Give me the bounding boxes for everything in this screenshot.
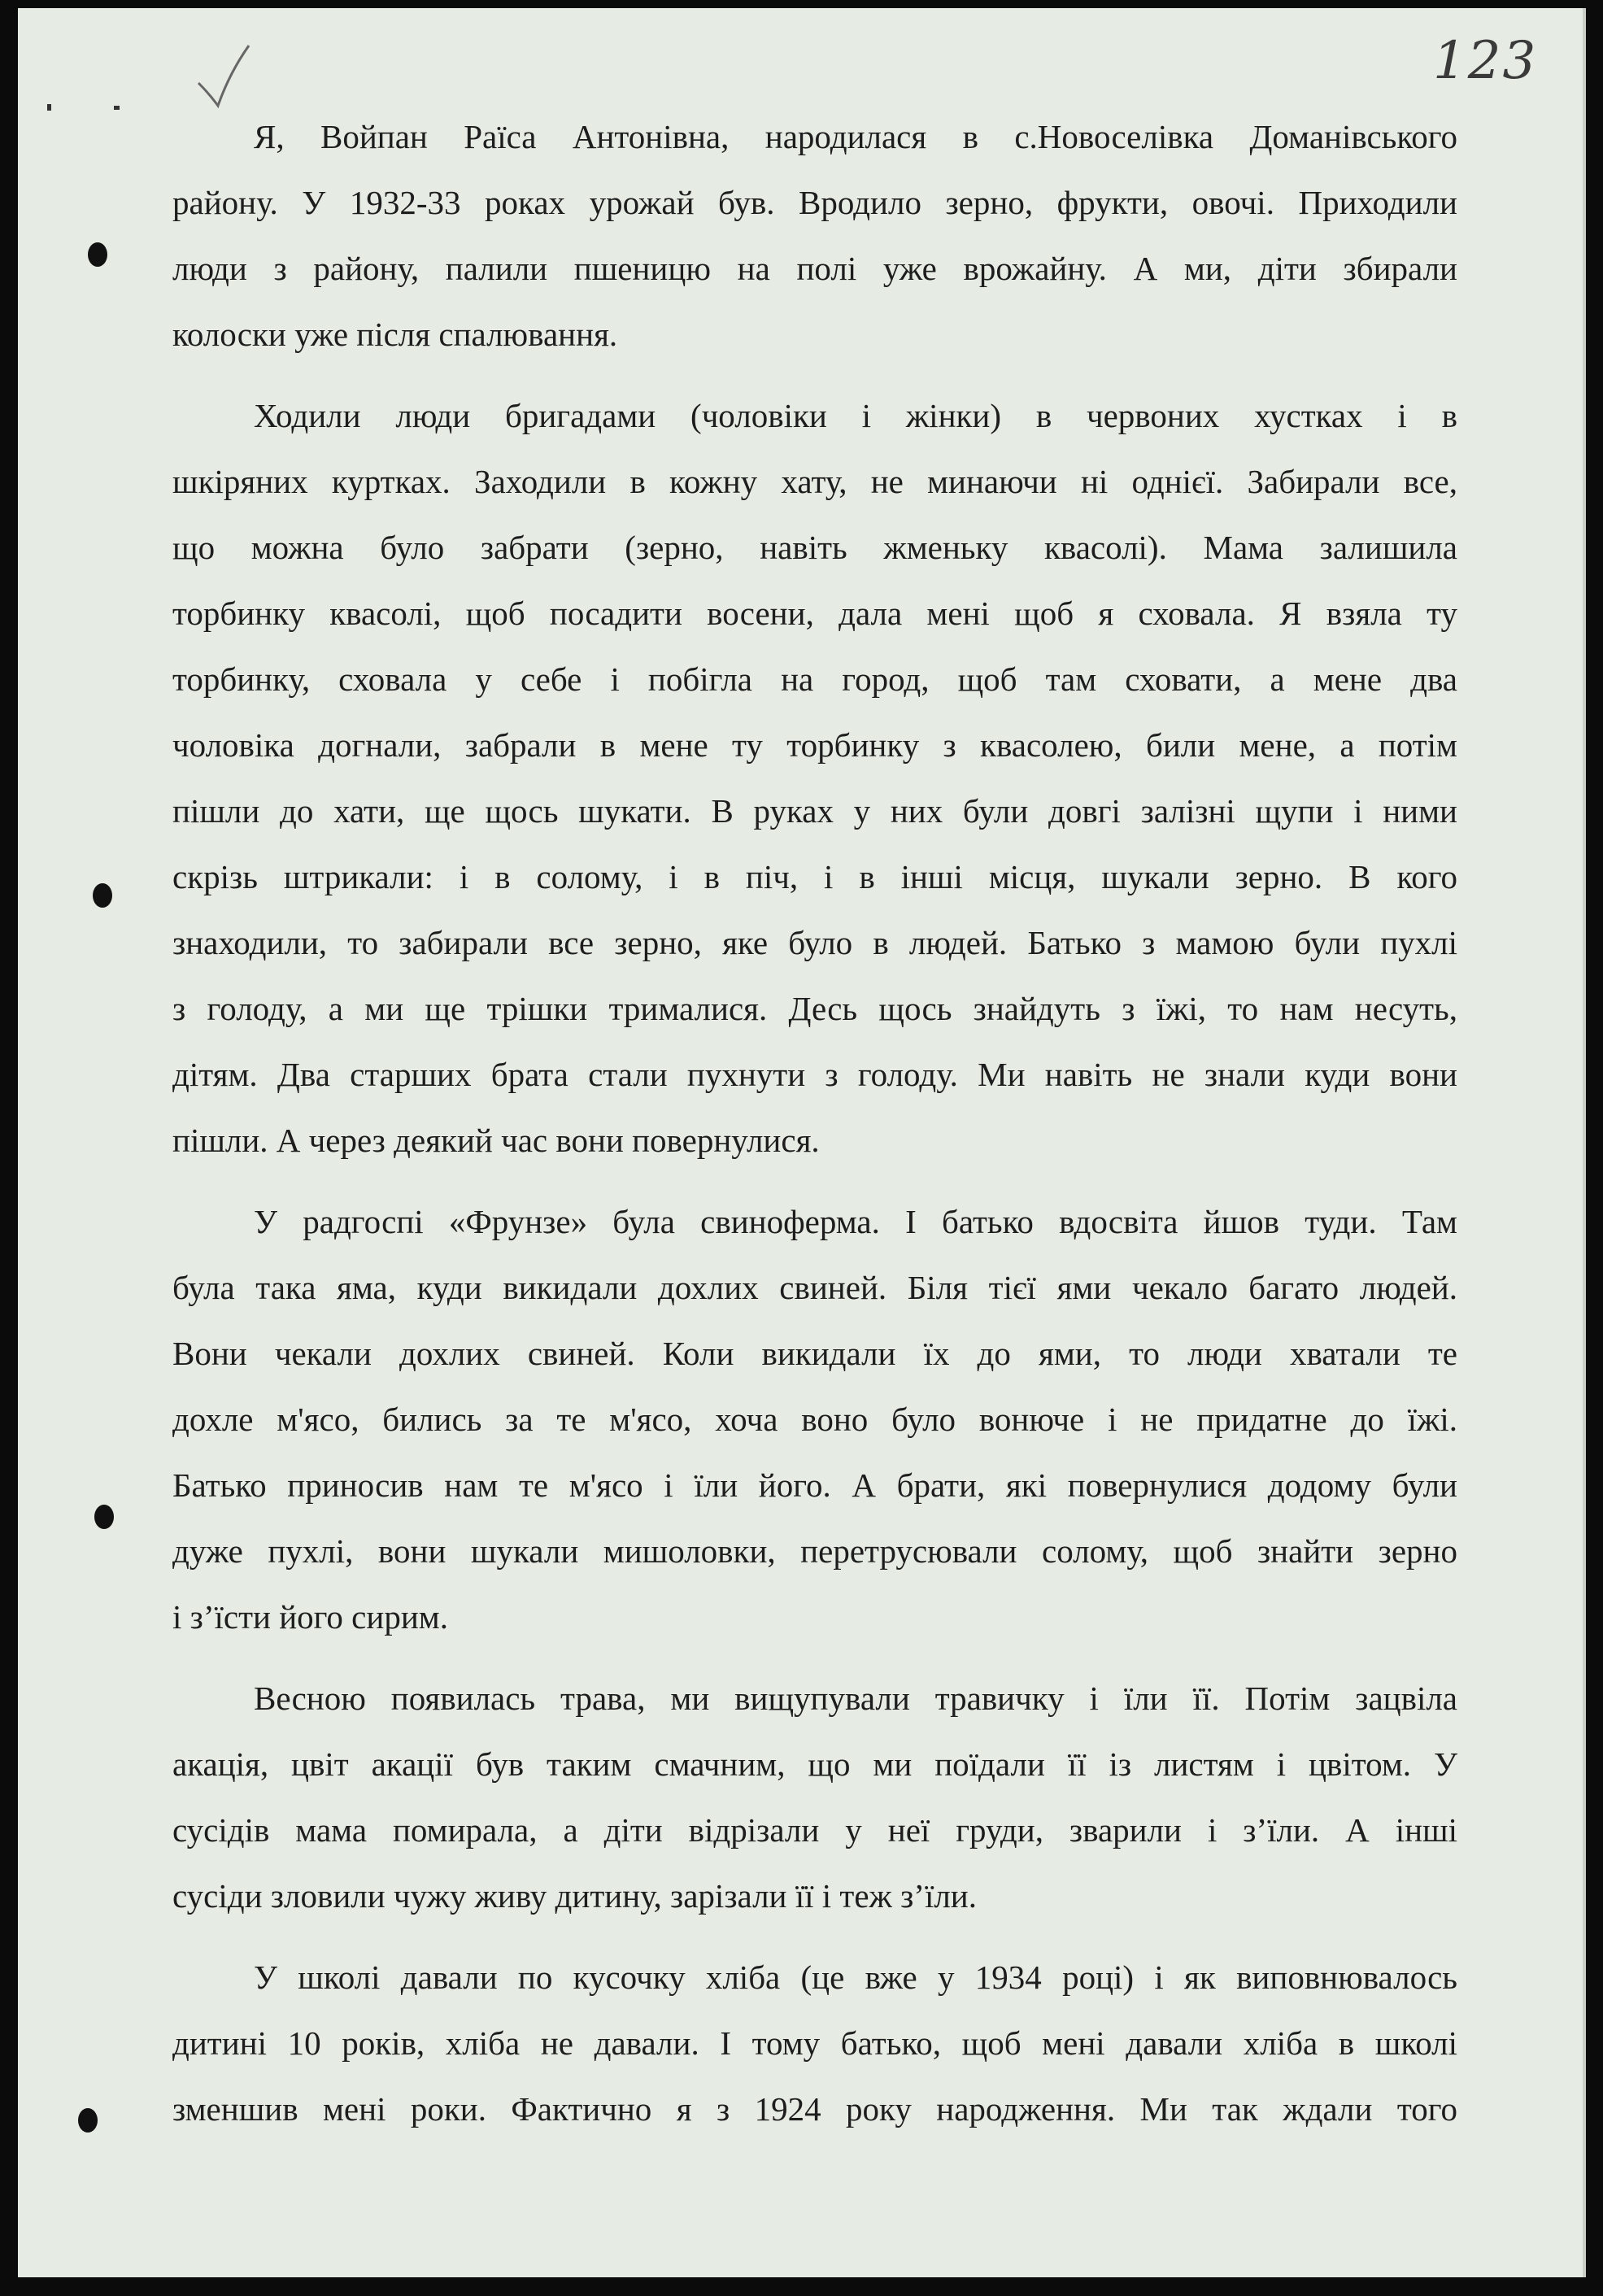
text-line: що можна було забрати (зерно, навіть жменьку квасолі). Мама залишила [172,529,1457,566]
text-line: акація, цвіт акації був таким смачним, що ми поїдали її із листям і цвітом. У [172,1745,1457,1783]
text-line: Батько приносив нам те м'ясо і їли його. А брати, які повернулися додому були [172,1466,1457,1504]
paragraph [172,1189,1457,1650]
text-line: сусіди зловили чужу живу дитину, зарізали її і теж з’їли. [172,1877,977,1915]
text-line: Я, Войпан Раїса Антонівна, народилася в с.Новоселівка Доманівського [254,118,1457,155]
paragraph [172,1945,1457,2142]
text-line: скрізь штрикали: і в солому, і в піч, і в інші місця, шукали зерно. В кого [172,858,1457,895]
text-line: торбинку, сховала у себе і побігла на город, щоб там сховати, а мене два [172,660,1457,698]
text-line: сусідів мама помирала, а діти відрізали у неї груди, зварили і з’їли. А інші [172,1811,1457,1849]
text-line: пішли. А через деякий час вони повернулися. [172,1122,820,1159]
text-line: Весною появилась трава, ми вищупували травичку і їли її. Потім зацвіла [254,1680,1457,1717]
punch-hole [88,242,107,267]
text-line: У радгоспі «Фрунзе» була свиноферма. І батько вдосвіта йшов туди. Там [254,1203,1457,1240]
text-line: торбинку квасолі, щоб посадити восени, дала мені щоб я сховала. Я взяла ту [172,595,1457,632]
text-line: дітям. Два старших брата стали пухнути з голоду. Ми навіть не знали куди вони [172,1056,1457,1093]
punch-hole [94,1505,114,1529]
punch-hole [78,2108,98,2133]
text-line: зменшив мені роки. Фактично я з 1924 року народження. Ми так ждали того [172,2090,1457,2128]
margin-mark [47,104,51,111]
paragraph [172,383,1457,1174]
text-line: знаходили, то забирали все зерно, яке було в людей. Батько з мамою були пухлі [172,924,1457,961]
text-line: чоловіка догнали, забрали в мене ту торбинку з квасолею, били мене, а потім [172,726,1457,764]
checkmark-icon [148,41,270,114]
page-number: 123 [1433,31,1538,91]
paragraph [172,1666,1457,1929]
text-line: з голоду, а ми ще трішки трималися. Десь щось знайдуть з їжі, то нам несуть, [172,990,1457,1027]
text-line: Вони чекали дохлих свиней. Коли викидали їх до ями, то люди хватали те [172,1335,1457,1372]
paragraph [172,104,1457,368]
text-line: пішли до хати, ще щось шукати. В руках у них були довгі залізні щупи і ними [172,792,1457,830]
text-line: У школі давали по кусочку хліба (це вже у 1934 році) і як виповнювалось [254,1958,1457,1996]
text-line: люди з району, палили пшеницю на полі уже врожайну. А ми, діти збирали [172,250,1457,287]
text-line: і з’їсти його сирим. [172,1598,448,1636]
text-line: Ходили люди бригадами (чоловіки і жінки) в червоних хустках і в [254,397,1457,434]
margin-mark [114,106,120,110]
text-line: дуже пухлі, вони шукали мишоловки, перетрусювали солому, щоб знайти зерно [172,1532,1457,1570]
document-page [18,8,1586,2277]
text-line: дохле м'ясо, бились за те м'ясо, хоча воно було вонюче і не придатне до їжі. [172,1401,1457,1438]
text-line: колоски уже після спалювання. [172,316,618,353]
punch-hole [93,883,112,908]
text-line: району. У 1932-33 роках урожай був. Вродило зерно, фрукти, овочі. Приходили [172,184,1457,221]
document-body [172,104,1457,2158]
text-line: дитині 10 років, хліба не давали. І тому батько, щоб мені давали хліба в школі [172,2024,1457,2062]
text-line: шкіряних куртках. Заходили в кожну хату, не минаючи ні однієї. Забирали все, [172,463,1457,500]
text-line: була така яма, куди викидали дохлих свиней. Біля тієї ями чекало багато людей. [172,1269,1457,1306]
